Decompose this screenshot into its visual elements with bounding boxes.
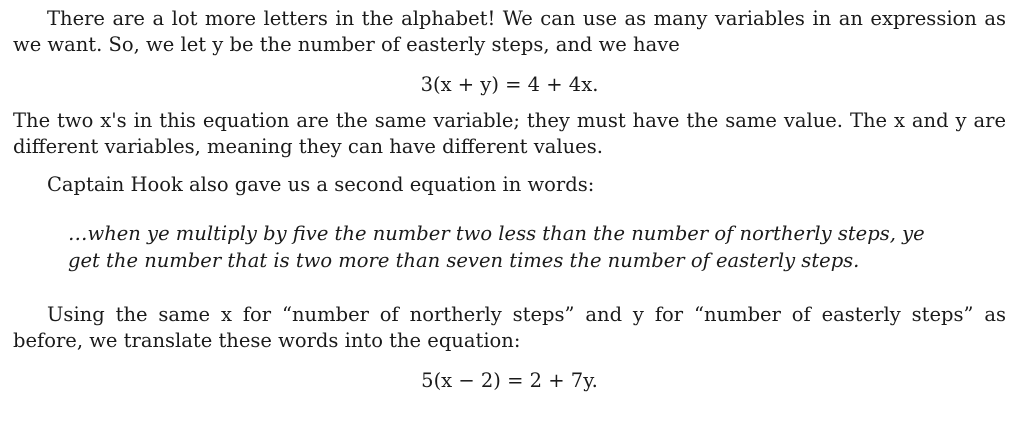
paragraph-second-equation: Captain Hook also gave us a second equation in words: [47, 173, 595, 196]
equation-first: 3(x + y) = 4 + 4x. [420, 73, 599, 96]
paragraph-same-variable: The two x's in this equation are the same variable; they must have the same value. The x and y are different variables, meaning they can have different values. [13, 109, 1006, 158]
equation-second: 5(x − 2) = 2 + 7y. [421, 369, 598, 392]
quote-captain-hook: …when ye multiply by five the number two less than the number of northerly steps, ye get the number that is two more than seven times the number of easterly steps. [68, 222, 925, 272]
paragraph-translate: Using the same x for “number of northerly steps” and y for “number of easterly steps” as before, we translate these words into the equation: [13, 303, 1006, 352]
paragraph-variables-intro: There are a lot more letters in the alphabet! We can use as many variables in an expression as we want. So, we let y be the number of easterly steps, and we have [13, 7, 1006, 56]
